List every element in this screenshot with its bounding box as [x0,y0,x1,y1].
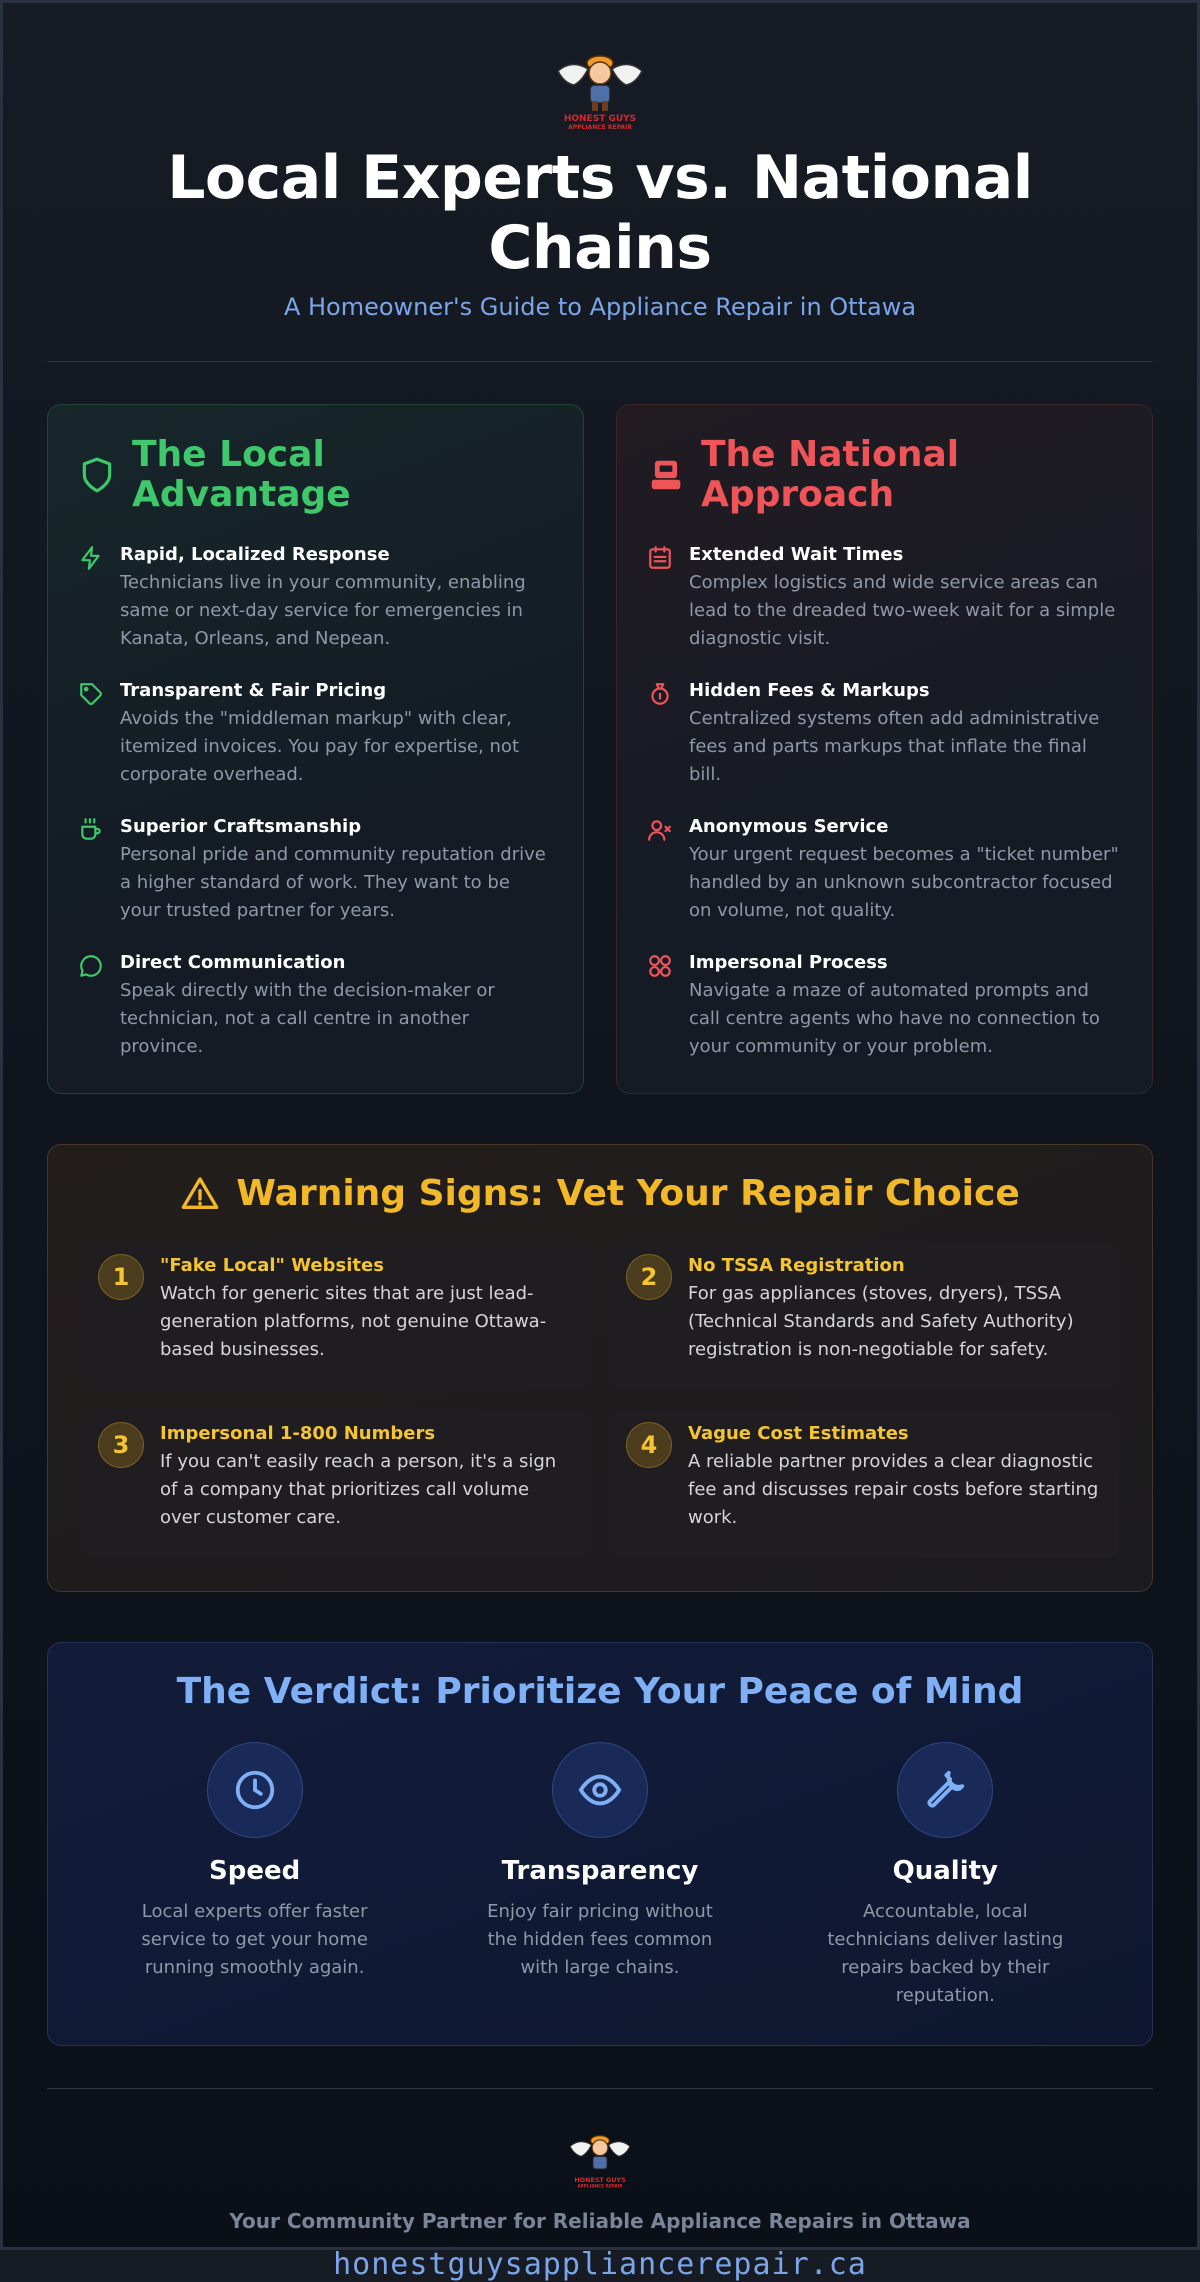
warning-number-badge: 4 [626,1422,672,1468]
header-divider [47,361,1153,362]
item-description: Navigate a maze of automated prompts and call centre agents who have no connection to your community or your problem. [689,980,1100,1057]
verdict-item-name: Speed [209,1856,301,1886]
item-description: Complex logistics and wide service areas can lead to the dreaded two-week wait for a simple diagnostic visit. [689,572,1116,649]
warning-title: Warning Signs: Vet Your Repair Choice [236,1173,1020,1214]
item-title: Transparent & Fair Pricing [120,680,387,701]
item-title: Impersonal Process [689,952,888,973]
user-x-icon [647,817,673,843]
eye-icon [577,1767,623,1813]
item-title: Hidden Fees & Markups [689,680,930,701]
verdict-item-name: Quality [892,1856,998,1886]
warning-triangle-icon [180,1174,220,1214]
verdict-title: The Verdict: Prioritize Your Peace of Mind [176,1671,1024,1712]
local-advantage-card [47,404,584,1094]
item-title: Direct Communication [120,952,346,973]
chat-icon [78,953,104,979]
verdict-item-transparency [427,1742,772,2010]
list-item [647,679,1122,789]
national-approach-card [616,404,1153,1094]
item-description: Avoids the "middleman markup" with clear, itemized invoices. You pay for expertise, not corporate overhead. [120,708,519,785]
list-item [647,951,1122,1061]
verdict-item-name: Transparency [501,1856,699,1886]
list-item [78,543,553,653]
local-card-title: The Local Advantage [132,434,351,515]
warning-item-title: Vague Cost Estimates [688,1423,909,1444]
page-title: Local Experts vs. National Chains [167,143,1033,283]
website-link[interactable]: honestguysappliancerepair.ca [333,2247,867,2282]
wrench-icon [922,1767,968,1813]
footer-brand-logo [565,2125,635,2189]
list-item [78,679,553,789]
warning-signs-section [47,1144,1153,1592]
warning-number-badge: 2 [626,1254,672,1300]
warning-item-title: No TSSA Registration [688,1255,905,1276]
warning-item-description: Watch for generic sites that are just lead-generation platforms, not genuine Ottawa-based businesses. [160,1283,547,1360]
verdict-item-description: Accountable, local technicians deliver lasting repairs backed by their reputation. [827,1901,1064,2006]
warning-item [610,1410,1118,1558]
money-bag-icon [647,681,673,707]
list-item [78,951,553,1061]
footer-divider [47,2088,1153,2089]
verdict-item-description: Local experts offer faster service to get your home running smoothly again. [141,1901,368,1978]
item-description: Technicians live in your community, enabling same or next-day service for emergencies in Kanata, Orleans, and Nepean. [120,572,526,649]
item-description: Your urgent request becomes a "ticket number" handled by an unknown subcontractor focused on volume, not quality. [689,844,1119,921]
warning-item-title: Impersonal 1-800 Numbers [160,1423,436,1444]
calendar-icon [647,545,673,571]
list-item [647,815,1122,925]
verdict-item-description: Enjoy fair pricing without the hidden fees common with large chains. [487,1901,713,1978]
clock-icon [232,1767,278,1813]
verdict-section [47,1642,1153,2046]
brand-logo [552,41,648,131]
svg-text:HONEST GUYS: HONEST GUYS [563,114,637,124]
warning-item-description: A reliable partner provides a clear diagnostic fee and discusses repair costs before starting work. [688,1451,1099,1528]
svg-text:HONEST GUYS: HONEST GUYS [574,2175,626,2184]
warning-item-description: For gas appliances (stoves, dryers), TSSA (Technical Standards and Safety Authority) registration is non-negotiable for safety. [688,1283,1074,1360]
warning-item [82,1410,590,1558]
item-title: Rapid, Localized Response [120,544,390,565]
chain-icon [647,953,673,979]
footer [47,2125,1153,2282]
item-title: Extended Wait Times [689,544,904,565]
shield-icon [78,456,116,494]
verdict-item-speed [82,1742,427,2010]
item-description: Speak directly with the decision-maker or technician, not a call centre in another province. [120,980,495,1057]
svg-text:APPLIANCE REPAIR: APPLIANCE REPAIR [577,2184,623,2190]
list-item [647,543,1122,653]
warning-number-badge: 3 [98,1422,144,1468]
national-card-title: The National Approach [701,434,960,515]
warning-item [610,1242,1118,1390]
comparison-section [47,404,1153,1094]
warning-number-badge: 1 [98,1254,144,1300]
tag-icon [78,681,104,707]
warning-item-title: "Fake Local" Websites [160,1255,384,1276]
footer-tagline: Your Community Partner for Reliable Appliance Repairs in Ottawa [229,2209,971,2233]
list-item [78,815,553,925]
warning-item [82,1242,590,1390]
corporate-icon [647,456,685,494]
svg-text:APPLIANCE REPAIR: APPLIANCE REPAIR [568,124,632,131]
item-title: Anonymous Service [689,816,889,837]
page-subtitle: A Homeowner's Guide to Appliance Repair in Ottawa [283,293,917,321]
item-description: Centralized systems often add administrative fees and parts markups that inflate the final bill. [689,708,1100,785]
warning-item-description: If you can't easily reach a person, it's a sign of a company that prioritizes call volume over customer care. [160,1451,557,1528]
item-description: Personal pride and community reputation drive a higher standard of work. They want to be your trusted partner for years. [120,844,546,921]
verdict-item-quality [773,1742,1118,2010]
bolt-icon [78,545,104,571]
item-title: Superior Craftsmanship [120,816,362,837]
coffee-icon [78,817,104,843]
